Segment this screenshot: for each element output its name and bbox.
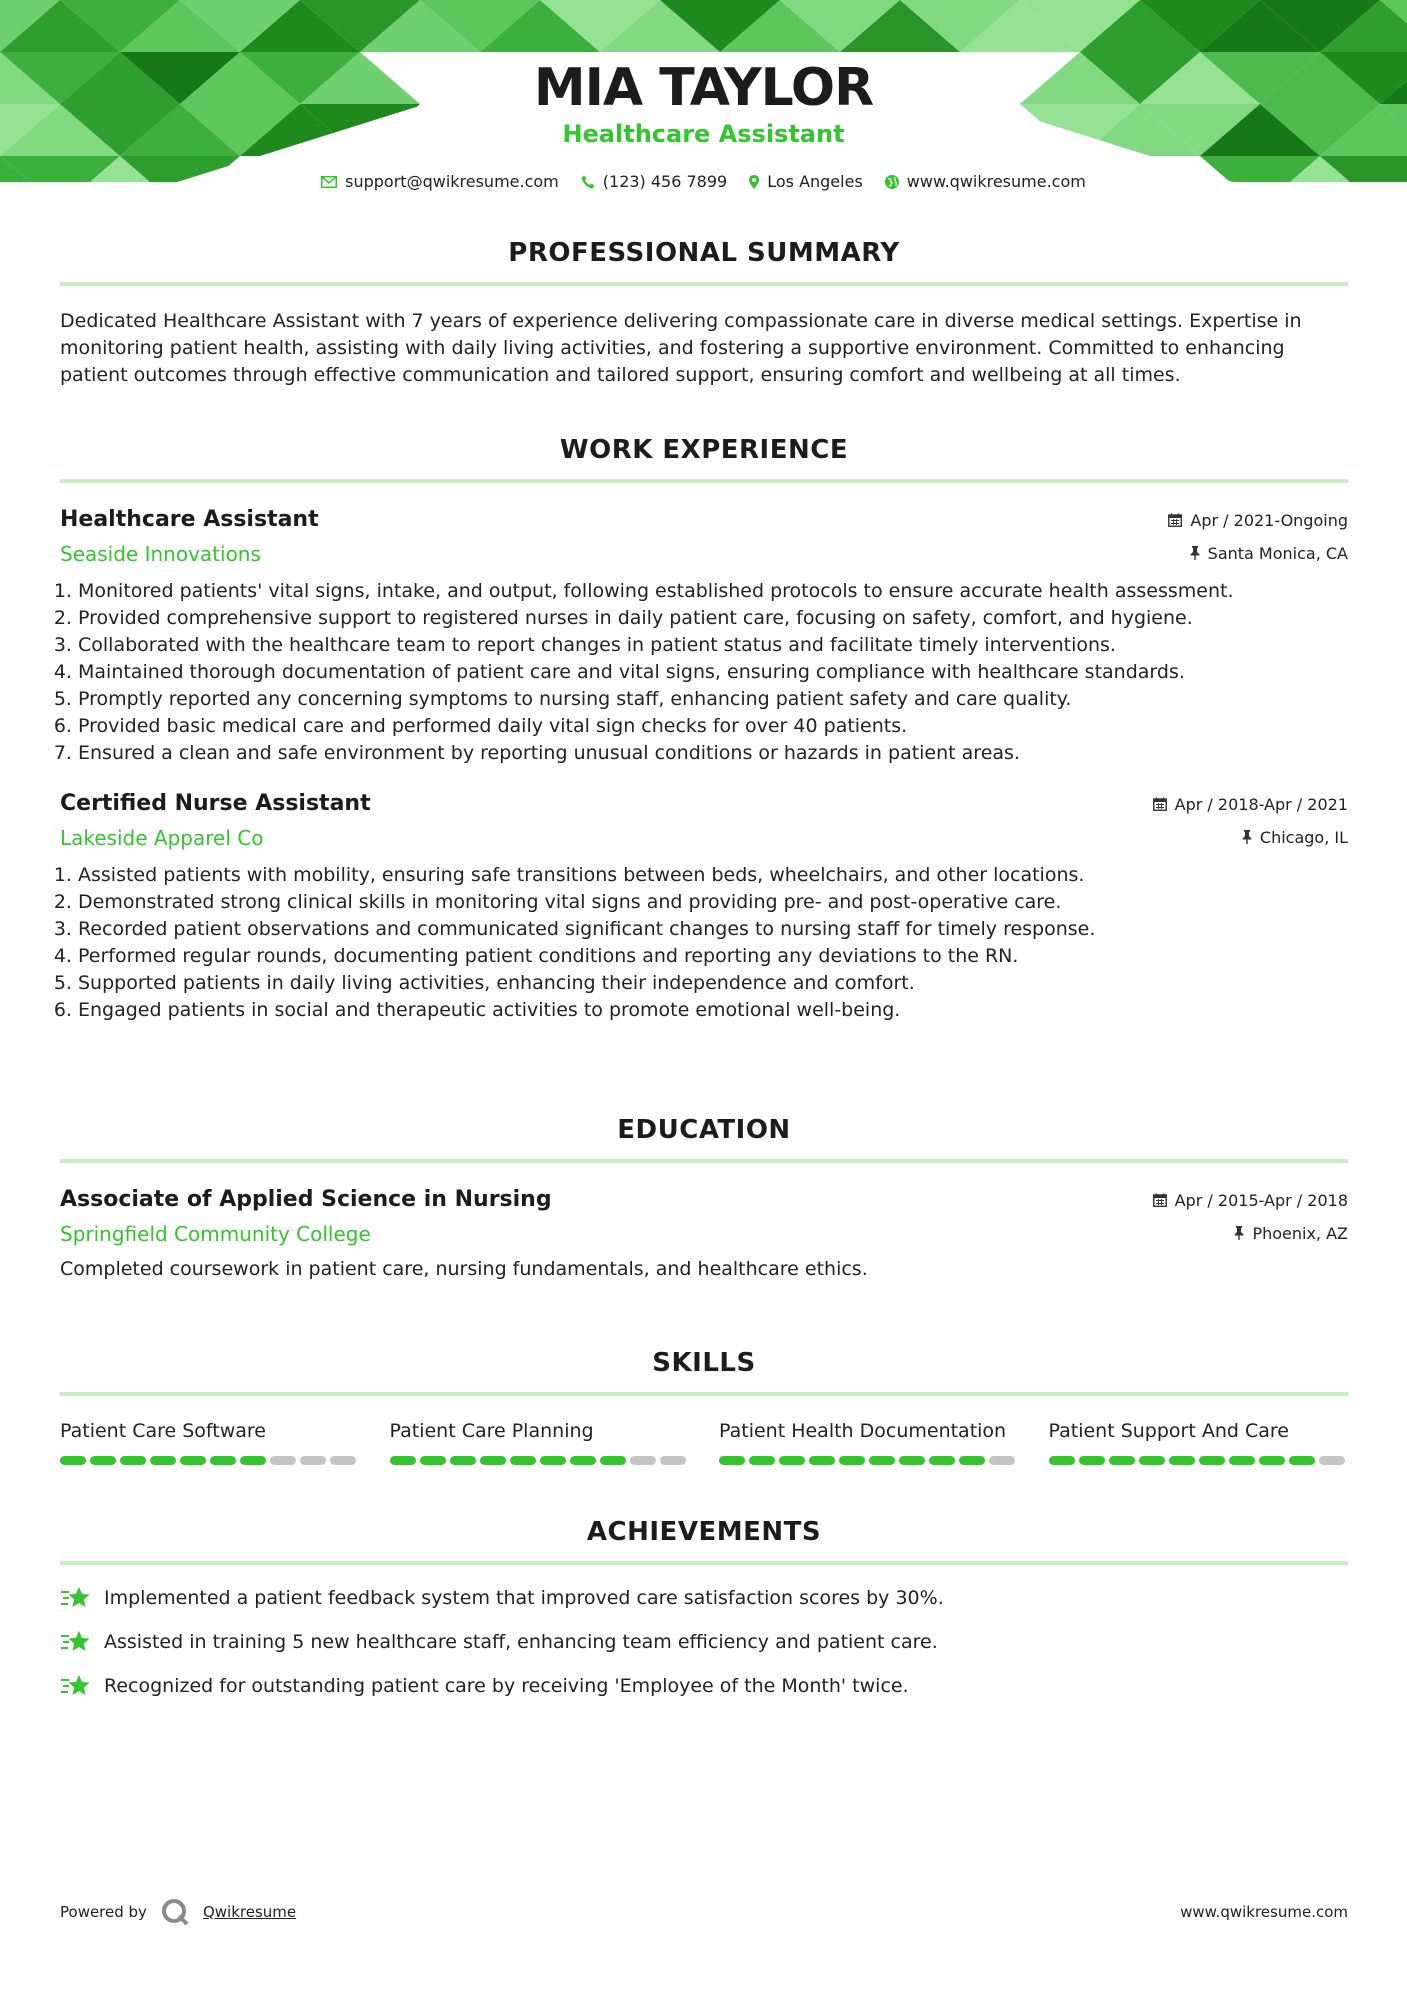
skills-heading: SKILLS bbox=[60, 1348, 1348, 1396]
job-company: Seaside Innovations bbox=[60, 542, 261, 566]
skill-segment bbox=[1109, 1456, 1135, 1465]
skill-item bbox=[60, 1420, 360, 1465]
education-location: Phoenix, AZ bbox=[1252, 1223, 1348, 1243]
skill-segment bbox=[779, 1456, 805, 1465]
skill-name: Patient Care Software bbox=[60, 1420, 266, 1442]
skill-segment bbox=[210, 1456, 236, 1465]
powered-by bbox=[60, 1898, 296, 1926]
footer bbox=[60, 1898, 1348, 1926]
skill-segment bbox=[600, 1456, 626, 1465]
skill-segment bbox=[1049, 1456, 1075, 1465]
experience-heading: WORK EXPERIENCE bbox=[60, 435, 1348, 483]
star-icon bbox=[60, 1584, 92, 1612]
skill-item bbox=[719, 1420, 1019, 1465]
skill-segment bbox=[630, 1456, 656, 1465]
skill-segment bbox=[450, 1456, 476, 1465]
skill-segment bbox=[510, 1456, 536, 1465]
phone-text: (123) 456 7899 bbox=[602, 172, 728, 191]
pushpin-icon bbox=[1234, 1226, 1244, 1240]
job-title: Certified Nurse Assistant bbox=[60, 791, 371, 816]
skills-section bbox=[60, 1348, 1348, 1465]
job-meta bbox=[1168, 511, 1348, 562]
pushpin-icon bbox=[1242, 830, 1252, 844]
skill-segment bbox=[1229, 1456, 1255, 1465]
skill-segment bbox=[300, 1456, 326, 1465]
contact-bar bbox=[0, 172, 1407, 191]
skill-segment bbox=[480, 1456, 506, 1465]
skill-name: Patient Health Documentation bbox=[719, 1420, 1007, 1442]
achievement-item bbox=[60, 1671, 1348, 1701]
job-duties bbox=[60, 862, 1348, 1024]
list-item: 5. Promptly reported any concerning symptoms to nursing staff, enhancing patient safety and care quality. bbox=[78, 686, 1348, 713]
candidate-name: MIA TAYLOR bbox=[533, 58, 874, 118]
star-icon bbox=[60, 1628, 92, 1656]
job-dates: Apr / 2018-Apr / 2021 bbox=[1174, 794, 1348, 814]
skill-segment bbox=[809, 1456, 835, 1465]
degree-title: Associate of Applied Science in Nursing bbox=[60, 1187, 552, 1212]
skill-segment bbox=[390, 1456, 416, 1465]
skill-segment bbox=[1199, 1456, 1225, 1465]
skill-segment bbox=[1139, 1456, 1165, 1465]
achievement-text: Implemented a patient feedback system that improved care satisfaction scores by 30%. bbox=[104, 1587, 944, 1609]
education-description: Completed coursework in patient care, nursing fundamentals, and healthcare ethics. bbox=[60, 1258, 868, 1280]
contact-website[interactable] bbox=[885, 172, 1086, 191]
skill-segment bbox=[1319, 1456, 1345, 1465]
skill-level-bar bbox=[719, 1456, 1019, 1465]
list-item: 5. Supported patients in daily living activities, enhancing their independence and comfort. bbox=[78, 970, 1348, 997]
list-item: 2. Demonstrated strong clinical skills in monitoring vital signs and providing pre- and post-operative care. bbox=[78, 889, 1348, 916]
skill-segment bbox=[270, 1456, 296, 1465]
skill-segment bbox=[1169, 1456, 1195, 1465]
brand-link[interactable]: Qwikresume bbox=[202, 1903, 297, 1921]
powered-by-label: Powered by bbox=[60, 1903, 147, 1921]
job-entry bbox=[60, 791, 1348, 1024]
school-name: Springfield Community College bbox=[60, 1222, 371, 1246]
list-item: 1. Monitored patients' vital signs, intake, and output, following established protocols to ensure accurate health assessment. bbox=[78, 578, 1348, 605]
envelope-icon bbox=[321, 176, 337, 188]
skill-segment bbox=[570, 1456, 596, 1465]
skill-segment bbox=[660, 1456, 686, 1465]
contact-phone[interactable] bbox=[581, 172, 727, 191]
phone-icon bbox=[581, 175, 595, 189]
star-icon bbox=[60, 1672, 92, 1700]
skill-level-bar bbox=[1049, 1456, 1349, 1465]
skill-segment bbox=[330, 1456, 356, 1465]
skill-segment bbox=[60, 1456, 86, 1465]
pushpin-icon bbox=[1190, 546, 1200, 560]
skill-segment bbox=[1259, 1456, 1285, 1465]
skill-name: Patient Support And Care bbox=[1048, 1420, 1289, 1442]
skill-segment bbox=[929, 1456, 955, 1465]
education-heading: EDUCATION bbox=[60, 1115, 1348, 1163]
education-meta bbox=[1153, 1191, 1348, 1242]
summary-heading: PROFESSIONAL SUMMARY bbox=[60, 238, 1348, 286]
list-item: 3. Recorded patient observations and communicated significant changes to nursing staff for timely response. bbox=[78, 916, 1348, 943]
job-location: Santa Monica, CA bbox=[1207, 543, 1348, 563]
skill-item bbox=[390, 1420, 690, 1465]
skill-segment bbox=[90, 1456, 116, 1465]
skill-segment bbox=[869, 1456, 895, 1465]
list-item: 7. Ensured a clean and safe environment by reporting unusual conditions or hazards in patient areas. bbox=[78, 740, 1348, 767]
skill-segment bbox=[839, 1456, 865, 1465]
skill-level-bar bbox=[390, 1456, 690, 1465]
skill-segment bbox=[959, 1456, 985, 1465]
list-item: 3. Collaborated with the healthcare team to report changes in patient status and facilitate timely interventions. bbox=[78, 632, 1348, 659]
achievement-text: Recognized for outstanding patient care by receiving 'Employee of the Month' twice. bbox=[104, 1675, 909, 1697]
skill-segment bbox=[150, 1456, 176, 1465]
achievements-heading: ACHIEVEMENTS bbox=[60, 1517, 1348, 1565]
list-item: 2. Provided comprehensive support to registered nurses in daily patient care, focusing on safety, comfort, and hygiene. bbox=[78, 605, 1348, 632]
list-item: 4. Performed regular rounds, documenting patient conditions and reporting any deviations to the RN. bbox=[78, 943, 1348, 970]
skill-level-bar bbox=[60, 1456, 360, 1465]
skill-segment bbox=[989, 1456, 1015, 1465]
skills-list bbox=[60, 1420, 1348, 1465]
list-item: 1. Assisted patients with mobility, ensuring safe transitions between beds, wheelchairs, and other locations. bbox=[78, 862, 1348, 889]
map-pin-icon bbox=[749, 175, 759, 189]
calendar-icon bbox=[1153, 797, 1167, 811]
skill-segment bbox=[240, 1456, 266, 1465]
education-entry bbox=[60, 1187, 1348, 1280]
education-section bbox=[60, 1115, 1348, 1280]
footer-website[interactable]: www.qwikresume.com bbox=[1180, 1903, 1348, 1921]
skill-segment bbox=[899, 1456, 925, 1465]
experience-section bbox=[60, 435, 1348, 1024]
skill-segment bbox=[540, 1456, 566, 1465]
skill-segment bbox=[719, 1456, 745, 1465]
calendar-icon bbox=[1168, 513, 1182, 527]
skill-name: Patient Care Planning bbox=[389, 1420, 594, 1442]
achievements-section bbox=[60, 1517, 1348, 1701]
skill-segment bbox=[420, 1456, 446, 1465]
job-title: Healthcare Assistant bbox=[60, 507, 319, 532]
qwikresume-logo-icon bbox=[161, 1898, 189, 1926]
job-company: Lakeside Apparel Co bbox=[60, 826, 264, 850]
location-text: Los Angeles bbox=[767, 172, 863, 191]
candidate-role: Healthcare Assistant bbox=[562, 120, 845, 148]
list-item: 4. Maintained thorough documentation of patient care and vital signs, ensuring compliance with healthcare standards. bbox=[78, 659, 1348, 686]
summary-section bbox=[60, 238, 1348, 389]
job-meta bbox=[1153, 795, 1348, 846]
job-dates: Apr / 2021-Ongoing bbox=[1190, 510, 1348, 530]
contact-location bbox=[749, 172, 863, 191]
job-entry bbox=[60, 507, 1348, 767]
achievement-item bbox=[60, 1583, 1348, 1613]
achievements-list bbox=[60, 1583, 1348, 1701]
globe-icon bbox=[885, 175, 899, 189]
skill-segment bbox=[120, 1456, 146, 1465]
achievement-text: Assisted in training 5 new healthcare staff, enhancing team efficiency and patient care. bbox=[104, 1631, 938, 1653]
achievement-item bbox=[60, 1627, 1348, 1657]
skill-segment bbox=[180, 1456, 206, 1465]
email-text: support@qwikresume.com bbox=[345, 172, 559, 191]
calendar-icon bbox=[1153, 1193, 1167, 1207]
skill-item bbox=[1049, 1420, 1349, 1465]
job-location: Chicago, IL bbox=[1259, 827, 1348, 847]
skill-segment bbox=[749, 1456, 775, 1465]
summary-text: Dedicated Healthcare Assistant with 7 years of experience delivering compassionate care in diverse medical settings. Expertise in monitoring patient health, assisting with daily living activities, and fostering a supportive environment. Committed to enhancing patient outcomes through effective communication and tailored support, ensuring comfort and wellbeing at all times. bbox=[60, 310, 1302, 386]
contact-email[interactable] bbox=[321, 172, 559, 191]
education-dates: Apr / 2015-Apr / 2018 bbox=[1174, 1190, 1348, 1210]
skill-segment bbox=[1289, 1456, 1315, 1465]
list-item: 6. Provided basic medical care and performed daily vital sign checks for over 40 patients. bbox=[78, 713, 1348, 740]
website-text: www.qwikresume.com bbox=[906, 172, 1086, 191]
job-duties bbox=[60, 578, 1348, 767]
list-item: 6. Engaged patients in social and therapeutic activities to promote emotional well-being. bbox=[78, 997, 1348, 1024]
skill-segment bbox=[1079, 1456, 1105, 1465]
